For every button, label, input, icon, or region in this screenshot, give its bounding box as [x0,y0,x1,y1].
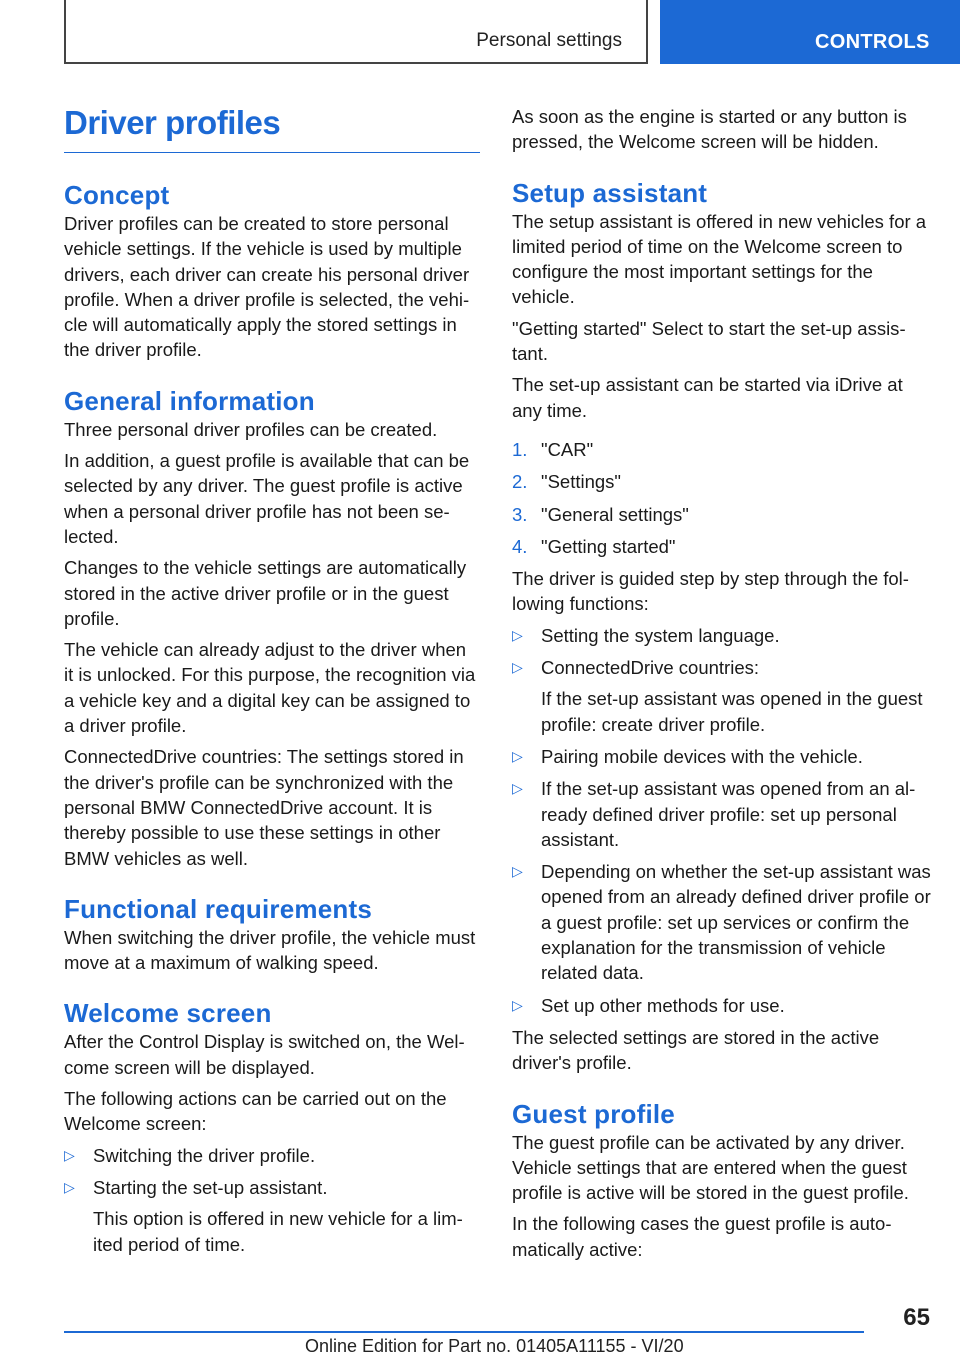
list-item: ▷ If the set-up assistant was opened from an already defined driver profile: set up personal assistant. [512,778,916,850]
general-p1: Three personal driver profiles can be created. [64,418,438,440]
list-item: ▷ ConnectedDrive countries: If the set-up assistant was opened in the guest profile: create driver profile. [512,655,932,737]
triangle-bullet-icon: ▷ [512,659,523,676]
functional-text: When switching the driver profile, the vehicle must move at a maximum of walking speed. [64,926,476,974]
list-item: ▷ Depending on whether the set-up assistant was opened from an already defined driver profile or a guest profile: set up services or confirm the explanation for the transmission of vehicle related data. [512,861,931,984]
page-title: Driver profiles [64,100,480,153]
triangle-bullet-icon: ▷ [512,626,523,643]
list-item-subtext: This option is offered in new vehicle for a limited period of time. [93,1208,463,1255]
list-item: ▷ Setting the system language. [512,623,932,648]
general-p4: The vehicle can already adjust to the driver when it is unlocked. For this purpose, the recognition via a vehicle key and a digital key can be assigned to a driver profile. [64,639,476,737]
right-column [512,104,932,1262]
footer-edition: Online Edition for Part no. 01405A11155 - VI/20 [305,1336,684,1356]
triangle-bullet-icon: ▷ [64,1146,75,1163]
heading-guest-profile: Guest profile [512,1098,675,1129]
heading-setup-assistant: Setup assistant [512,177,708,208]
setup-steps-list [512,437,932,559]
setup-p3: The set-up assistant can be started via iDrive at any time. [512,374,903,421]
list-item: 2. "Settings" [512,471,621,493]
setup-p1: The setup assistant is offered in new vehicles for a limited period of time on the Welcome screen to configure the most important settings for the vehicle. [512,210,927,308]
triangle-bullet-icon: ▷ [512,747,523,764]
general-p3: Changes to the vehicle settings are automatically stored in the active driver profile or in the guest profile. [64,557,467,629]
heading-general-information: General information [64,385,315,416]
triangle-bullet-icon: ▷ [512,996,523,1013]
welcome-p1: After the Control Display is switched on, the Welcome screen will be displayed. [64,1031,465,1078]
header-section-title: Personal settings [476,30,622,51]
triangle-bullet-icon: ▷ [512,780,523,797]
list-item: ▷ Set up other methods for use. [512,993,932,1018]
setup-p5: The selected settings are stored in the active driver's profile. [512,1026,880,1074]
welcome-p3: As soon as the engine is started or any button is pressed, the Welcome screen will be hidden. [512,106,907,153]
list-item: ▷ Pairing mobile devices with the vehicle. [512,744,932,769]
guest-p2: In the following cases the guest profile is automatically active: [512,1213,892,1260]
heading-functional-requirements: Functional requirements [64,893,372,924]
general-p5: ConnectedDrive countries: The settings stored in the driver's profile can be synchronized with the personal BMW ConnectedDrive account. It is thereby possible to use these settings in other BMW vehicles as well. [64,746,464,869]
header-chapter-tab [660,0,960,64]
triangle-bullet-icon: ▷ [64,1178,75,1195]
setup-p4: The driver is guided step by step through the following functions: [512,568,909,615]
heading-concept: Concept [64,180,170,210]
header-section-box [64,0,648,64]
list-item-subtext: If the set-up assistant was opened in the guest profile: create driver profile. [541,688,923,735]
list-item: 3. "General settings" [512,503,689,525]
page-number: 65 [903,1304,930,1331]
left-column [64,100,480,1264]
list-item: ▷ Starting the set-up assistant. This option is offered in new vehicle for a limited period of time. [64,1175,480,1257]
setup-p2: "Getting started" Select to start the set-up assistant. [512,317,906,365]
welcome-p2: The following actions can be carried out on the Welcome screen: [64,1088,447,1135]
footer-divider [64,1331,864,1333]
header-chapter-title: CONTROLS [815,31,930,53]
concept-text: Driver profiles can be created to store personal vehicle settings. If the vehicle is used by multiple drivers, each driver can create his personal driver profile. When a driver profile is selected, the vehicle will automatically apply the stored settings in the driver profile. [64,213,470,361]
list-item: 1. "CAR" [512,438,594,460]
welcome-actions-list [64,1143,480,1257]
general-p2: In addition, a guest profile is available that can be selected by any driver. The guest profile is active when a personal driver profile has not been selected. [64,450,470,547]
list-item: ▷ Switching the driver profile. [64,1143,480,1168]
setup-functions-list [512,623,932,1018]
list-item: 4. "Getting started" [512,535,676,557]
triangle-bullet-icon: ▷ [512,863,523,880]
guest-p1: The guest profile can be activated by any driver. Vehicle settings that are entered when the guest profile is active will be stored in the guest profile. [512,1131,909,1204]
heading-welcome-screen: Welcome screen [64,998,272,1029]
